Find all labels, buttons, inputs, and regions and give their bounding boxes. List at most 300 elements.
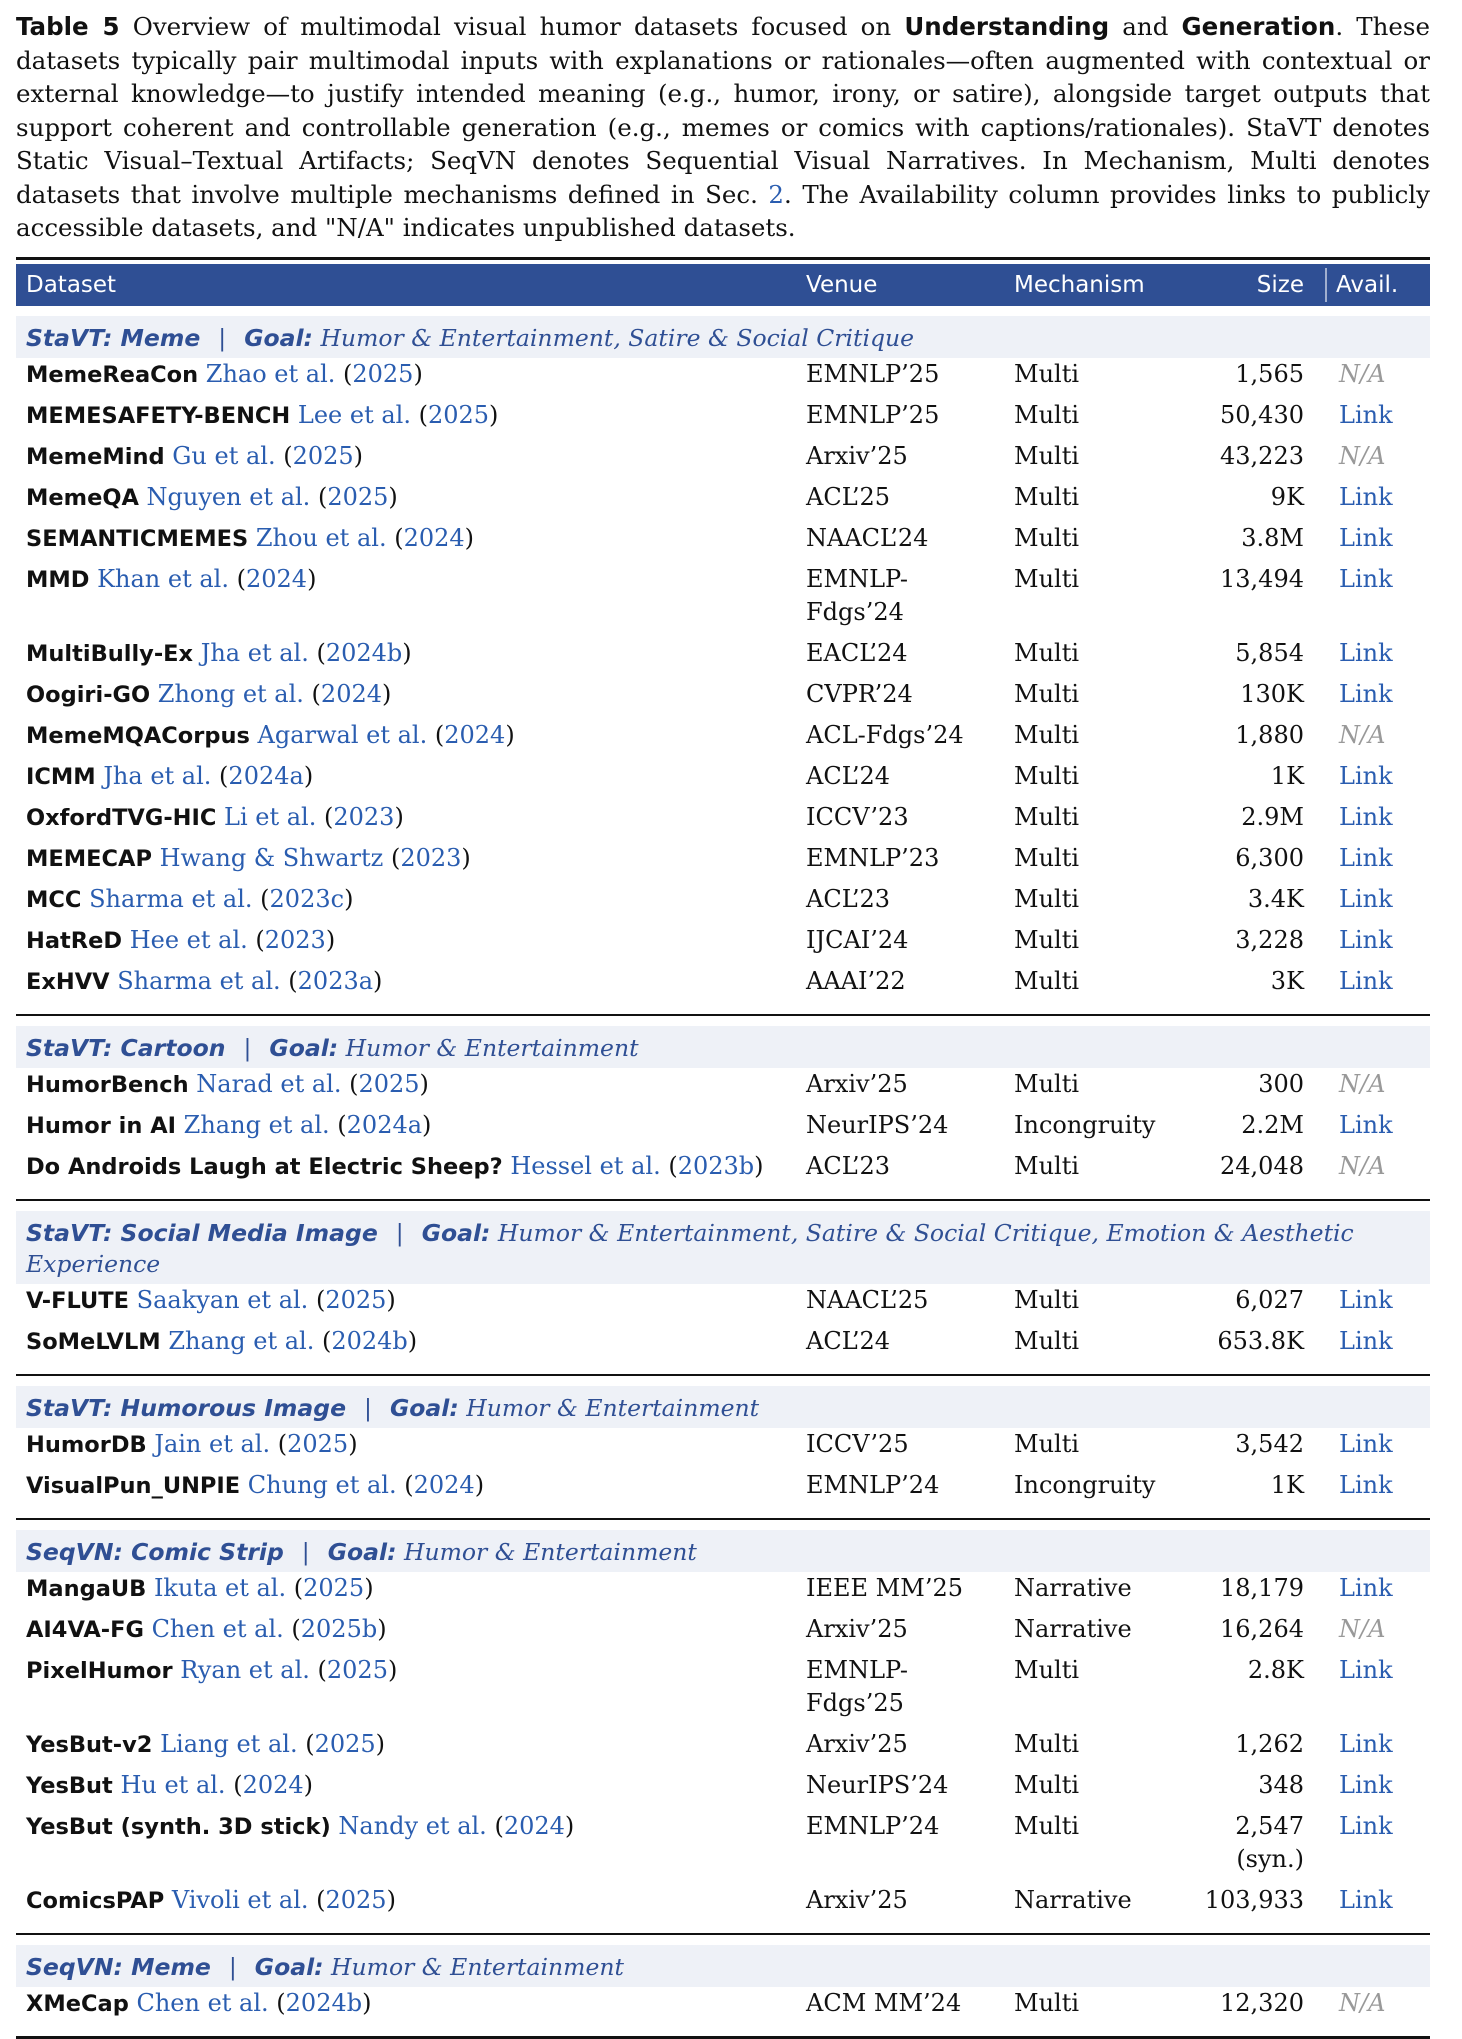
size-cell [1144,399,1304,432]
mechanism-cell: Multi [1014,523,1080,552]
size-line: 2,547 [1235,1811,1304,1840]
section-separator [16,1199,1430,1201]
dataset-cell: MEMECAP Hwang & Shwartz (2023) [26,843,471,872]
citation-author[interactable]: Jain et al. [154,1429,271,1458]
venue-cell [806,760,1001,793]
mechanism-cell: Multi [1014,884,1080,913]
section-ref-link[interactable]: 2 [768,179,785,209]
citation-year[interactable]: 2025 [326,1655,388,1684]
venue-cell [806,563,1001,629]
citation-year[interactable]: 2024 [320,679,382,708]
venue-line: Arxiv’25 [806,441,908,470]
venue-cell [806,801,1001,834]
availability-link[interactable]: Link [1339,1326,1393,1355]
size-cell [1144,1469,1304,1502]
venue-line: ACL’23 [806,1151,891,1180]
dataset-name: MangaUB [26,1575,147,1602]
table-body [16,316,1430,2028]
venue-cell [806,1068,1001,1101]
size-line: 3.8M [1241,523,1304,552]
dataset-cell: YesBut-v2 Liang et al. (2025) [26,1729,386,1758]
table-row [16,563,1430,637]
dataset-cell: ExHVV Sharma et al. (2023a) [26,966,383,995]
citation-author[interactable]: Lee et al. [297,400,411,429]
dataset-cell: SEMANTICMEMES Zhou et al. (2024) [26,523,475,552]
size-line: 6,300 [1235,843,1304,872]
size-line: 5,854 [1235,638,1304,667]
venue-cell [806,1769,1001,1802]
citation-author[interactable]: Hee et al. [129,925,248,954]
table-row [16,883,1430,924]
citation-year[interactable]: 2023a [297,966,374,995]
venue-cell [806,1613,1001,1646]
availability-link[interactable]: Link [1339,1573,1393,1602]
citation-year[interactable]: 2025 [314,1729,376,1758]
table-row [16,1469,1430,1510]
section-category: StaVT: Social Media Image [26,1218,378,1247]
mechanism-cell: Multi [1014,359,1080,388]
section-separator [16,1014,1430,1016]
availability-link[interactable]: Link [1339,1655,1393,1684]
dataset-cell: Do Androids Laugh at Electric Sheep? Hessel et al. (2023b) [26,1151,764,1180]
section-category: StaVT: Meme [26,323,201,352]
citation-year[interactable]: 2024a [346,1110,423,1139]
header-avail: Avail. [1336,271,1399,298]
availability-link[interactable]: Link [1339,400,1393,429]
availability-link[interactable]: Link [1339,1429,1393,1458]
venue-cell [806,1884,1001,1917]
dataset-name: ICMM [26,763,96,790]
section-divider: | [395,1218,404,1247]
size-cell [1144,1654,1304,1687]
size-cell [1144,924,1304,957]
size-cell [1144,481,1304,514]
mechanism-cell: Multi [1014,441,1080,470]
dataset-name: SoMeLVLM [26,1328,161,1355]
mechanism-cell: Multi [1014,1729,1080,1758]
dataset-name: Do Androids Laugh at Electric Sheep? [26,1153,503,1180]
venue-line: Arxiv’25 [806,1729,908,1758]
availability-link[interactable]: Link [1339,1470,1393,1499]
venue-cell [806,637,1001,670]
venue-line: NeurIPS’24 [806,1110,949,1139]
citation-year[interactable]: 2023 [333,802,395,831]
dataset-cell: PixelHumor Ryan et al. (2025) [26,1655,398,1684]
size-line: 50,430 [1220,400,1304,429]
size-line: 16,264 [1220,1614,1304,1643]
venue-cell [806,1428,1001,1461]
mechanism-cell: Narrative [1014,1573,1132,1602]
dataset-name: YesBut [26,1772,113,1799]
citation-author[interactable]: Hwang & Shwartz [159,843,384,872]
table-row [16,1654,1430,1728]
dataset-name: MemeQA [26,484,139,511]
dataset-name: YesBut-v2 [26,1731,153,1758]
table-row [16,1325,1430,1366]
dataset-cell: MemeMind Gu et al. (2025) [26,441,364,470]
table-section [16,1026,1430,1201]
venue-line: ICCV’25 [806,1429,909,1458]
mechanism-cell: Multi [1014,802,1080,831]
availability-link[interactable]: Link [1339,1110,1393,1139]
size-cell [1144,1428,1304,1461]
availability-link[interactable]: Link [1339,1729,1393,1758]
table-section [16,316,1430,1016]
size-cell [1144,1284,1304,1317]
dataset-cell: V-FLUTE Saakyan et al. (2025) [26,1285,396,1314]
availability-link[interactable]: Link [1339,884,1393,913]
size-line: 653.8K [1217,1326,1304,1355]
size-line: 6,027 [1235,1285,1304,1314]
table-row [16,1884,1430,1925]
dataset-cell: YesBut (synth. 3D stick) Nandy et al. (2024) [26,1811,575,1840]
size-line: 12,320 [1220,1988,1304,2017]
availability-link[interactable]: Link [1339,638,1393,667]
availability-link[interactable]: Link [1339,523,1393,552]
citation-author[interactable]: Narad et al. [196,1069,342,1098]
availability-link[interactable]: Link [1339,679,1393,708]
dataset-name: V-FLUTE [26,1287,130,1314]
table-row [16,801,1430,842]
section-goal: Humor & Entertainment [345,1033,639,1062]
table-row [16,399,1430,440]
citation-author[interactable]: Nguyen et al. [146,482,311,511]
section-divider: | [218,323,227,352]
size-line: 1,880 [1235,720,1304,749]
goal-key: Goal: [254,1952,324,1981]
venue-line: CVPR’24 [806,679,913,708]
dataset-name: MMD [26,566,90,593]
citation-year[interactable]: 2023 [264,925,326,954]
availability-link[interactable]: Link [1339,1885,1393,1914]
venue-cell [806,1810,1001,1843]
dataset-cell: YesBut Hu et al. (2024) [26,1770,314,1799]
dataset-cell: MemeMQACorpus Agarwal et al. (2024) [26,720,515,749]
citation-year[interactable]: 2025 [292,441,354,470]
venue-line: Arxiv’25 [806,1614,908,1643]
dataset-cell: OxfordTVG-HIC Li et al. (2023) [26,802,404,831]
header-venue: Venue [806,271,878,298]
table-section [16,1530,1430,1935]
section-category: SeqVN: Comic Strip [26,1537,284,1566]
goal-key: Goal: [421,1218,491,1247]
table-row [16,719,1430,760]
size-line: 1,262 [1235,1729,1304,1758]
table-row [16,1810,1430,1884]
citation-author[interactable]: Zhong et al. [157,679,304,708]
citation-author[interactable]: Li et al. [224,802,317,831]
size-cell [1144,1613,1304,1646]
dataset-name: MultiBully-Ex [26,640,194,667]
availability-link[interactable]: Link [1339,1770,1393,1799]
citation-author[interactable]: Zhao et al. [205,359,336,388]
mechanism-cell: Multi [1014,1988,1080,2017]
goal-key: Goal: [244,323,313,352]
venue-cell [806,965,1001,998]
dataset-cell: VisualPun_UNPIE Chung et al. (2024) [26,1470,485,1499]
venue-line: ACL-Fdgs’24 [806,720,964,749]
citation-author[interactable]: Chen et al. [151,1614,284,1643]
availability-na: N/A [1339,1614,1386,1643]
section-separator [16,1518,1430,1520]
table-caption: Table 5 Overview of multimodal visual humor datasets focused on Understanding and Generation. These datasets typically pair multimodal inputs with explanations or rationales—often augmented with contextual or external knowledge—to justify intended meaning (e.g., humor, irony, or satire), alongside target outputs that support coherent and controllable generation (e.g., memes or comics with captions/rationales). StaVT denotes Static Visual–Textual Artifacts; SeqVN denotes Sequential Visual Narratives. In Mechanism, Multi denotes datasets that involve multiple mechanisms defined in Sec. 2. The Availability column provides links to publicly accessible datasets, and "N/A" indicates unpublished datasets. [16,12,1430,242]
citation-author[interactable]: Hessel et al. [510,1151,661,1180]
availability-link[interactable]: Link [1339,564,1393,593]
venue-cell [806,481,1001,514]
table-row [16,637,1430,678]
table-row [16,358,1430,399]
venue-cell [806,678,1001,711]
table-row [16,924,1430,965]
venue-line: ACL’25 [806,482,891,511]
size-cell [1144,440,1304,473]
size-line: 1K [1270,761,1304,790]
mechanism-cell: Multi [1014,679,1080,708]
citation-author[interactable]: Jha et al. [103,761,212,790]
venue-line: EMNLP’25 [806,400,940,429]
size-cell [1144,842,1304,875]
dataset-cell: MangaUB Ikuta et al. (2025) [26,1573,374,1602]
dataset-cell: HumorDB Jain et al. (2025) [26,1429,358,1458]
venue-cell [806,924,1001,957]
table-section [16,1386,1430,1520]
table-row [16,522,1430,563]
section-goal: Humor & Entertainment, Satire & Social Critique, Emotion & Aesthetic Experience [26,1218,1354,1278]
section-separator [16,1374,1430,1376]
venue-cell [806,1325,1001,1358]
citation-year[interactable]: 2024b [331,1326,408,1355]
size-line: 130K [1240,679,1304,708]
size-line: 2.2M [1241,1110,1304,1139]
venue-line: EMNLP’25 [806,359,940,388]
section-category: StaVT: Cartoon [26,1033,226,1062]
venue-line: ICCV’23 [806,802,909,831]
dataset-cell: MCC Sharma et al. (2023c) [26,884,354,913]
mechanism-cell: Multi [1014,925,1080,954]
section-goal: Humor & Entertainment [466,1393,760,1422]
citation-author[interactable]: Jha et al. [200,638,309,667]
table-section [16,1211,1430,1376]
venue-line: NAACL’25 [806,1285,929,1314]
availability-link[interactable]: Link [1339,761,1393,790]
dataset-cell: MMD Khan et al. (2024) [26,564,317,593]
citation-year[interactable]: 2025 [352,359,414,388]
citation-year[interactable]: 2023b [677,1151,755,1180]
citation-year[interactable]: 2024b [285,1988,363,2017]
table-row [16,1572,1430,1613]
table-row [16,842,1430,883]
availability-link[interactable]: Link [1339,966,1393,995]
availability-na: N/A [1339,1988,1386,2017]
size-line: 2.8K [1247,1655,1304,1684]
section-category: SeqVN: Meme [26,1952,211,1981]
table-section [16,1945,1430,2028]
size-cell [1144,1810,1304,1876]
mechanism-cell: Multi [1014,400,1080,429]
table-row [16,1769,1430,1810]
availability-na: N/A [1339,441,1386,470]
citation-author[interactable]: Chen et al. [136,1988,269,2017]
citation-year[interactable]: 2025 [303,1573,365,1602]
citation-author[interactable]: Ryan et al. [180,1655,310,1684]
availability-link[interactable]: Link [1339,1811,1393,1840]
citation-year[interactable]: 2025b [300,1614,378,1643]
venue-cell [806,522,1001,555]
section-header [16,1026,1430,1068]
venue-cell [806,358,1001,391]
section-divider: | [228,1952,237,1981]
citation-year[interactable]: 2024a [228,761,304,790]
citation-year[interactable]: 2024 [245,564,308,593]
size-cell [1144,760,1304,793]
citation-year[interactable]: 2024 [444,720,506,749]
citation-year[interactable]: 2023c [269,884,345,913]
venue-line: EACL’24 [806,638,908,667]
table-label: Table 5 [16,12,120,41]
dataset-cell: Oogiri-GO Zhong et al. (2024) [26,679,392,708]
availability-na: N/A [1339,1151,1386,1180]
availability-na: N/A [1339,1069,1386,1098]
table-row [16,1428,1430,1469]
dataset-cell: HatReD Hee et al. (2023) [26,925,336,954]
venue-cell [806,1572,1001,1605]
citation-author[interactable]: Sharma et al. [117,966,281,995]
section-divider: | [364,1393,372,1422]
size-cell [1144,1325,1304,1358]
venue-cell [806,1109,1001,1142]
size-cell [1144,1150,1304,1183]
mechanism-cell: Narrative [1014,1614,1132,1643]
citation-author[interactable]: Zhou et al. [255,523,387,552]
citation-author[interactable]: Nandy et al. [338,1811,487,1840]
dataset-name: YesBut (synth. 3D stick) [26,1813,331,1840]
venue-line: Arxiv’25 [806,1069,908,1098]
citation-author[interactable]: Zhang et al. [183,1110,330,1139]
venue-line: Arxiv’25 [806,1885,908,1914]
size-cell [1144,1572,1304,1605]
citation-author[interactable]: Liang et al. [160,1729,298,1758]
venue-line: ACM MM’24 [806,1988,962,2017]
dataset-name: MEMECAP [26,845,152,872]
availability-link[interactable]: Link [1339,802,1393,831]
size-cell [1144,563,1304,596]
venue-line: EMNLP- [806,1655,908,1684]
table-row [16,440,1430,481]
mechanism-cell: Multi [1014,843,1080,872]
citation-author[interactable]: Sharma et al. [89,884,253,913]
availability-link[interactable]: Link [1339,1285,1393,1314]
dataset-cell: ComicsPAP Vivoli et al. (2025) [26,1885,396,1914]
dataset-name: MemeReaCon [26,361,199,388]
size-cell [1144,801,1304,834]
citation-year[interactable]: 2023 [400,843,462,872]
section-header [16,1386,1430,1428]
availability-link[interactable]: Link [1339,482,1393,511]
citation-author[interactable]: Saakyan et al. [136,1285,309,1314]
citation-year[interactable]: 2024 [403,523,465,552]
citation-year[interactable]: 2024 [413,1470,475,1499]
table-bottom-rule [16,2036,1430,2039]
citation-year[interactable]: 2025 [358,1069,420,1098]
mechanism-cell: Multi [1014,638,1080,667]
size-cell [1144,1728,1304,1761]
mechanism-cell: Multi [1014,1770,1080,1799]
size-cell [1144,1884,1304,1917]
dataset-name: VisualPun_UNPIE [26,1472,241,1499]
citation-author[interactable]: Vivoli et al. [171,1885,309,1914]
venue-cell [806,1987,1001,2020]
venue-line: NAACL’24 [806,523,929,552]
dataset-name: MEMESAFETY-BENCH [26,402,291,429]
citation-author[interactable]: Agarwal et al. [257,720,428,749]
citation-year[interactable]: 2025 [325,1285,387,1314]
dataset-cell: ICMM Jha et al. (2024a) [26,761,314,790]
size-cell [1144,883,1304,916]
header-divider [1325,268,1327,302]
dataset-cell: XMeCap Chen et al. (2024b) [26,1988,372,2017]
citation-year[interactable]: 2024b [325,638,403,667]
citation-author[interactable]: Khan et al. [97,564,229,593]
availability-link[interactable]: Link [1339,925,1393,954]
mechanism-cell: Multi [1014,1811,1080,1840]
mechanism-cell: Multi [1014,761,1080,790]
section-divider: | [301,1537,310,1566]
citation-author[interactable]: Ikuta et al. [153,1573,287,1602]
dataset-name: MemeMind [26,443,165,470]
mechanism-cell: Multi [1014,1655,1080,1684]
size-cell [1144,678,1304,711]
mechanism-cell: Multi [1014,720,1080,749]
section-category: StaVT: Humorous Image [26,1393,347,1422]
venue-cell [806,719,1001,752]
table-row [16,1109,1430,1150]
citation-author[interactable]: Zhang et al. [168,1326,315,1355]
citation-year[interactable]: 2024 [242,1770,304,1799]
citation-author[interactable]: Hu et al. [120,1770,226,1799]
venue-line: EMNLP’24 [806,1470,940,1499]
dataset-name: HumorDB [26,1431,147,1458]
venue-line: EMNLP’23 [806,843,940,872]
citation-author[interactable]: Chung et al. [247,1470,397,1499]
venue-cell [806,883,1001,916]
table-row [16,1987,1430,2028]
section-goal: Humor & Entertainment [331,1952,624,1981]
citation-year[interactable]: 2025 [327,482,389,511]
dataset-name: MemeMQACorpus [26,722,250,749]
citation-year[interactable]: 2025 [427,400,490,429]
venue-line: ACL’24 [806,1326,891,1355]
citation-year[interactable]: 2025 [325,1885,387,1914]
table-row [16,760,1430,801]
section-header [16,1530,1430,1572]
dataset-cell: MultiBully-Ex Jha et al. (2024b) [26,638,412,667]
citation-year[interactable]: 2025 [287,1429,349,1458]
size-line: 43,223 [1220,441,1304,470]
size-line: 3.4K [1247,884,1304,913]
venue-cell [806,399,1001,432]
citation-year[interactable]: 2024 [503,1811,565,1840]
dataset-cell: MemeReaCon Zhao et al. (2025) [26,359,423,388]
mechanism-cell: Multi [1014,966,1080,995]
size-line: 24,048 [1220,1151,1304,1180]
citation-author[interactable]: Gu et al. [172,441,276,470]
venue-cell [806,1728,1001,1761]
availability-link[interactable]: Link [1339,843,1393,872]
header-size: Size [1256,271,1304,298]
header-mechanism: Mechanism [1014,271,1145,298]
venue-line: NeurIPS’24 [806,1770,949,1799]
size-cell [1144,637,1304,670]
